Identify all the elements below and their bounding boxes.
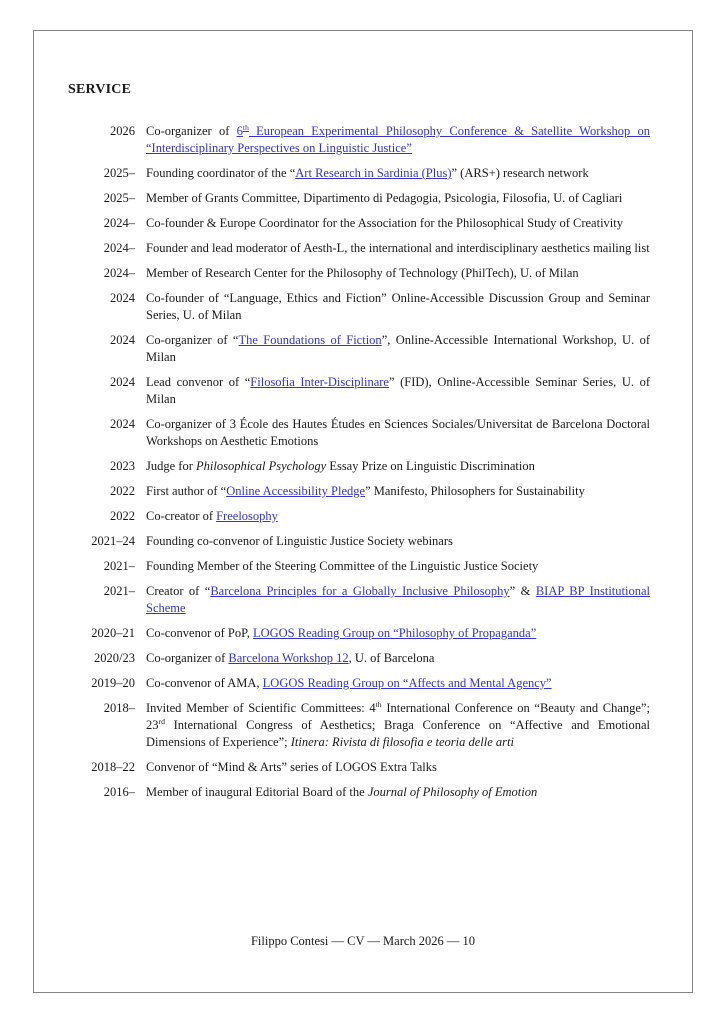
service-entry — [68, 165, 651, 182]
entry-text — [146, 165, 650, 182]
hyperlink[interactable]: Art Research in Sardinia (Plus) — [295, 166, 452, 180]
entry-text — [146, 533, 650, 550]
text-segment: Co-organizer of 3 École des Hautes Études en Sciences Sociales/Universitat de Barcelona Doctoral Workshops on Aesthetic Emotions — [146, 417, 650, 448]
service-entry — [68, 190, 651, 207]
entry-text — [146, 583, 650, 617]
entry-year: 2024– — [103, 241, 135, 255]
text-segment: ” Manifesto, Philosophers for Sustainability — [365, 484, 585, 498]
service-entry — [68, 675, 651, 692]
text-segment: Founder and lead moderator of Aesth-L, the international and interdisciplinary aesthetics mailing list — [146, 241, 650, 255]
text-segment: International Conference on “Beauty and Change”; 23 — [146, 701, 650, 732]
service-entry — [68, 759, 651, 776]
service-entry — [68, 650, 651, 667]
entry-year: 2021– — [103, 559, 135, 573]
text-segment: Co-founder & Europe Coordinator for the Association for the Philosophical Study of Creativity — [146, 216, 624, 230]
entry-year: 2024 — [110, 291, 135, 305]
service-entry — [68, 583, 651, 617]
entry-text — [146, 558, 650, 575]
hyperlink[interactable]: BIAP BP Institutional Scheme — [146, 584, 650, 615]
entry-text — [146, 240, 650, 257]
service-entry — [68, 625, 651, 642]
service-entry — [68, 215, 651, 232]
text-segment: Essay Prize on Linguistic Discrimination — [326, 459, 535, 473]
entry-text — [146, 625, 650, 642]
hyperlink[interactable]: The Foundations of Fiction — [238, 333, 382, 347]
hyperlink[interactable]: 6 — [236, 124, 243, 138]
hyperlink[interactable]: Filosofia Inter-Disciplinare — [250, 375, 389, 389]
service-entry — [68, 290, 651, 324]
entry-text — [146, 650, 650, 667]
text-segment: Invited Member of Scientific Committees: 4 — [146, 701, 376, 715]
entry-year: 2024– — [103, 216, 135, 230]
service-entry — [68, 558, 651, 575]
entry-year: 2026 — [110, 124, 135, 138]
entry-text — [146, 290, 650, 324]
page-footer: Filippo Contesi — CV — March 2026 — 10 — [250, 934, 476, 948]
text-segment: First author of “ — [146, 484, 227, 498]
entry-text — [146, 332, 650, 366]
entry-text — [146, 483, 650, 500]
entry-text — [146, 416, 650, 450]
superscript: rd — [158, 716, 165, 726]
italic-text: Philosophical Psychology — [196, 459, 327, 473]
entry-year: 2024 — [110, 417, 135, 431]
entry-year: 2020/23 — [94, 651, 135, 665]
entry-year: 2022 — [110, 509, 135, 523]
text-segment: Convenor of “Mind & Arts” series of LOGOS Extra Talks — [146, 760, 437, 774]
hyperlink[interactable]: LOGOS Reading Group on “Affects and Mental Agency” — [262, 676, 552, 690]
service-entry — [68, 332, 651, 366]
entry-text — [146, 374, 650, 408]
entry-text — [146, 784, 650, 801]
entry-year: 2025– — [103, 166, 135, 180]
text-segment: Creator of “ — [146, 584, 211, 598]
italic-text: Itinera: Rivista di filosofia e teoria delle arti — [290, 735, 514, 749]
entry-text — [146, 215, 650, 232]
text-segment: ” (ARS+) research network — [451, 166, 589, 180]
entry-year: 2020–21 — [91, 626, 135, 640]
text-segment: Lead convenor of “ — [146, 375, 251, 389]
entry-text — [146, 700, 650, 751]
entry-text — [146, 759, 650, 776]
service-entry — [68, 483, 651, 500]
text-segment: Member of Research Center for the Philosophy of Technology (PhilTech), U. of Milan — [146, 266, 579, 280]
text-segment: Co-creator of — [146, 509, 217, 523]
entry-year: 2023 — [110, 459, 135, 473]
entry-year: 2016– — [103, 785, 135, 799]
text-segment: Co-organizer of — [146, 651, 229, 665]
service-entry — [68, 533, 651, 550]
hyperlink[interactable]: Online Accessibility Pledge — [226, 484, 366, 498]
entry-text — [146, 458, 650, 475]
text-segment: Judge for — [146, 459, 196, 473]
service-entry — [68, 700, 651, 751]
text-segment: , U. of Barcelona — [348, 651, 435, 665]
text-segment: Member of Grants Committee, Dipartimento di Pedagogia, Psicologia, Filosofia, U. of Cagliari — [146, 191, 623, 205]
hyperlink[interactable]: Barcelona Workshop 12 — [228, 651, 349, 665]
entry-year: 2018–22 — [91, 760, 135, 774]
entry-year: 2022 — [110, 484, 135, 498]
text-segment: ” (FID), Online-Accessible Seminar Series, U. of Milan — [146, 375, 651, 406]
hyperlink[interactable]: European Experimental Philosophy Conference & Satellite Workshop on “Interdisciplinary Perspectives on Linguistic Justice” — [146, 124, 650, 155]
text-segment: Co-organizer of — [146, 124, 237, 138]
text-segment: ”, Online-Accessible International Workshop, U. of Milan — [146, 333, 651, 364]
entry-year: 2025– — [103, 191, 135, 205]
entry-year: 2024 — [110, 333, 135, 347]
text-segment: Founding co-convenor of Linguistic Justice Society webinars — [146, 534, 453, 548]
entry-text — [146, 675, 650, 692]
service-entry — [68, 416, 651, 450]
text-segment: International Congress of Aesthetics; Braga Conference on “Affective and Emotional Dimensions of Experience”; — [146, 718, 650, 749]
cv-page — [33, 30, 693, 993]
section-title: SERVICE — [68, 82, 132, 97]
entry-text — [146, 265, 650, 282]
superscript: th — [375, 699, 382, 709]
entry-year: 2019–20 — [91, 676, 135, 690]
italic-text: Journal of Philosophy of Emotion — [367, 785, 538, 799]
service-entry — [68, 508, 651, 525]
service-list — [68, 123, 651, 801]
service-entry — [68, 374, 651, 408]
hyperlink[interactable]: th — [242, 122, 249, 132]
text-segment: Co-convenor of PoP, — [146, 626, 253, 640]
entry-text — [146, 508, 650, 525]
text-segment: Founding Member of the Steering Committee of the Linguistic Justice Society — [146, 559, 539, 573]
service-entry — [68, 458, 651, 475]
entry-year: 2018– — [103, 701, 135, 715]
text-segment: Founding coordinator of the “ — [146, 166, 296, 180]
hyperlink[interactable]: Barcelona Principles for a Globally Inclusive Philosophy — [210, 584, 510, 598]
entry-year: 2024 — [110, 375, 135, 389]
service-entry — [68, 784, 651, 801]
entry-text — [146, 123, 650, 157]
text-segment: Co-organizer of “ — [146, 333, 239, 347]
page-content — [34, 31, 692, 801]
entry-year: 2024– — [103, 266, 135, 280]
service-entry — [68, 240, 651, 257]
text-segment: ” & — [509, 584, 536, 598]
entry-year: 2021–24 — [91, 534, 135, 548]
text-segment: Co-founder of “Language, Ethics and Fiction” Online-Accessible Discussion Group and Seminar Series, U. of Milan — [146, 291, 650, 322]
hyperlink[interactable]: LOGOS Reading Group on “Philosophy of Propaganda” — [252, 626, 537, 640]
text-segment: Co-convenor of AMA, — [146, 676, 263, 690]
entry-year: 2021– — [103, 584, 135, 598]
text-segment: Member of inaugural Editorial Board of the — [146, 785, 368, 799]
service-entry — [68, 265, 651, 282]
entry-text — [146, 190, 650, 207]
service-entry — [68, 123, 651, 157]
hyperlink[interactable]: Freelosophy — [216, 509, 278, 523]
